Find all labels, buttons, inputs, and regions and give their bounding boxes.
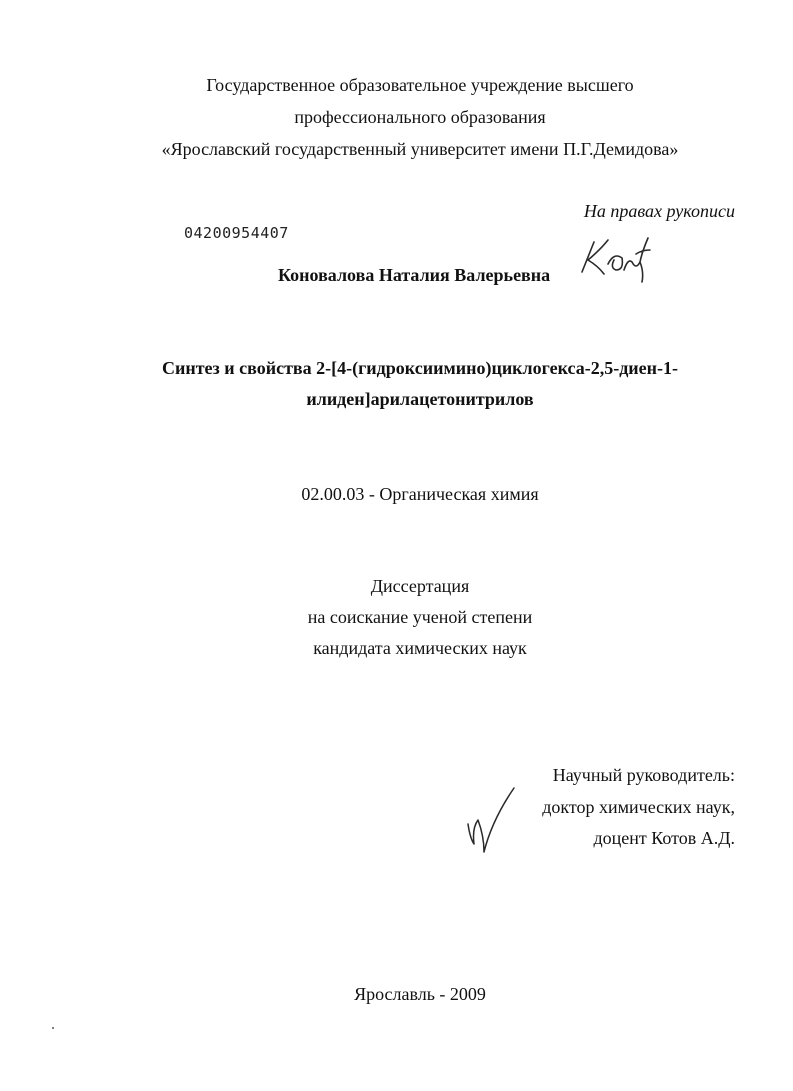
library-stamp: 04200954407 [184, 224, 289, 242]
institution-line-1: Государственное образовательное учреждение высшего [206, 75, 634, 95]
supervisor-signature [462, 780, 522, 860]
institution-line-3: «Ярославский государственный университет имени П.Г.Демидова» [161, 139, 679, 159]
thesis-title-line-2: илиден]арилацетонитрилов [306, 389, 534, 409]
scan-speck [52, 1027, 54, 1029]
degree-line-2: на соискание ученой степени [307, 607, 533, 627]
city-year: Ярославль - 2009 [354, 984, 486, 1004]
degree-line-1: Диссертация [370, 576, 470, 596]
author-signature [578, 228, 652, 286]
supervisor-line-2: доктор химических наук, [542, 797, 735, 817]
specialty-code: 02.00.03 - Органическая химия [301, 484, 539, 504]
author-signature-text: Коно [578, 228, 581, 229]
supervisor-line-1: Научный руководитель: [552, 765, 735, 785]
author-name: Коновалова Наталия Валерьевна [278, 265, 551, 285]
manuscript-note: На правах рукописи [583, 201, 735, 221]
degree-line-3: кандидата химических наук [313, 638, 527, 658]
institution-line-2: профессионального образования [294, 107, 546, 127]
thesis-title-line-1: Синтез и свойства 2-[4-(гидроксиимино)циклогекса-2,5-диен-1- [161, 358, 679, 378]
supervisor-line-3: доцент Котов А.Д. [593, 828, 735, 848]
